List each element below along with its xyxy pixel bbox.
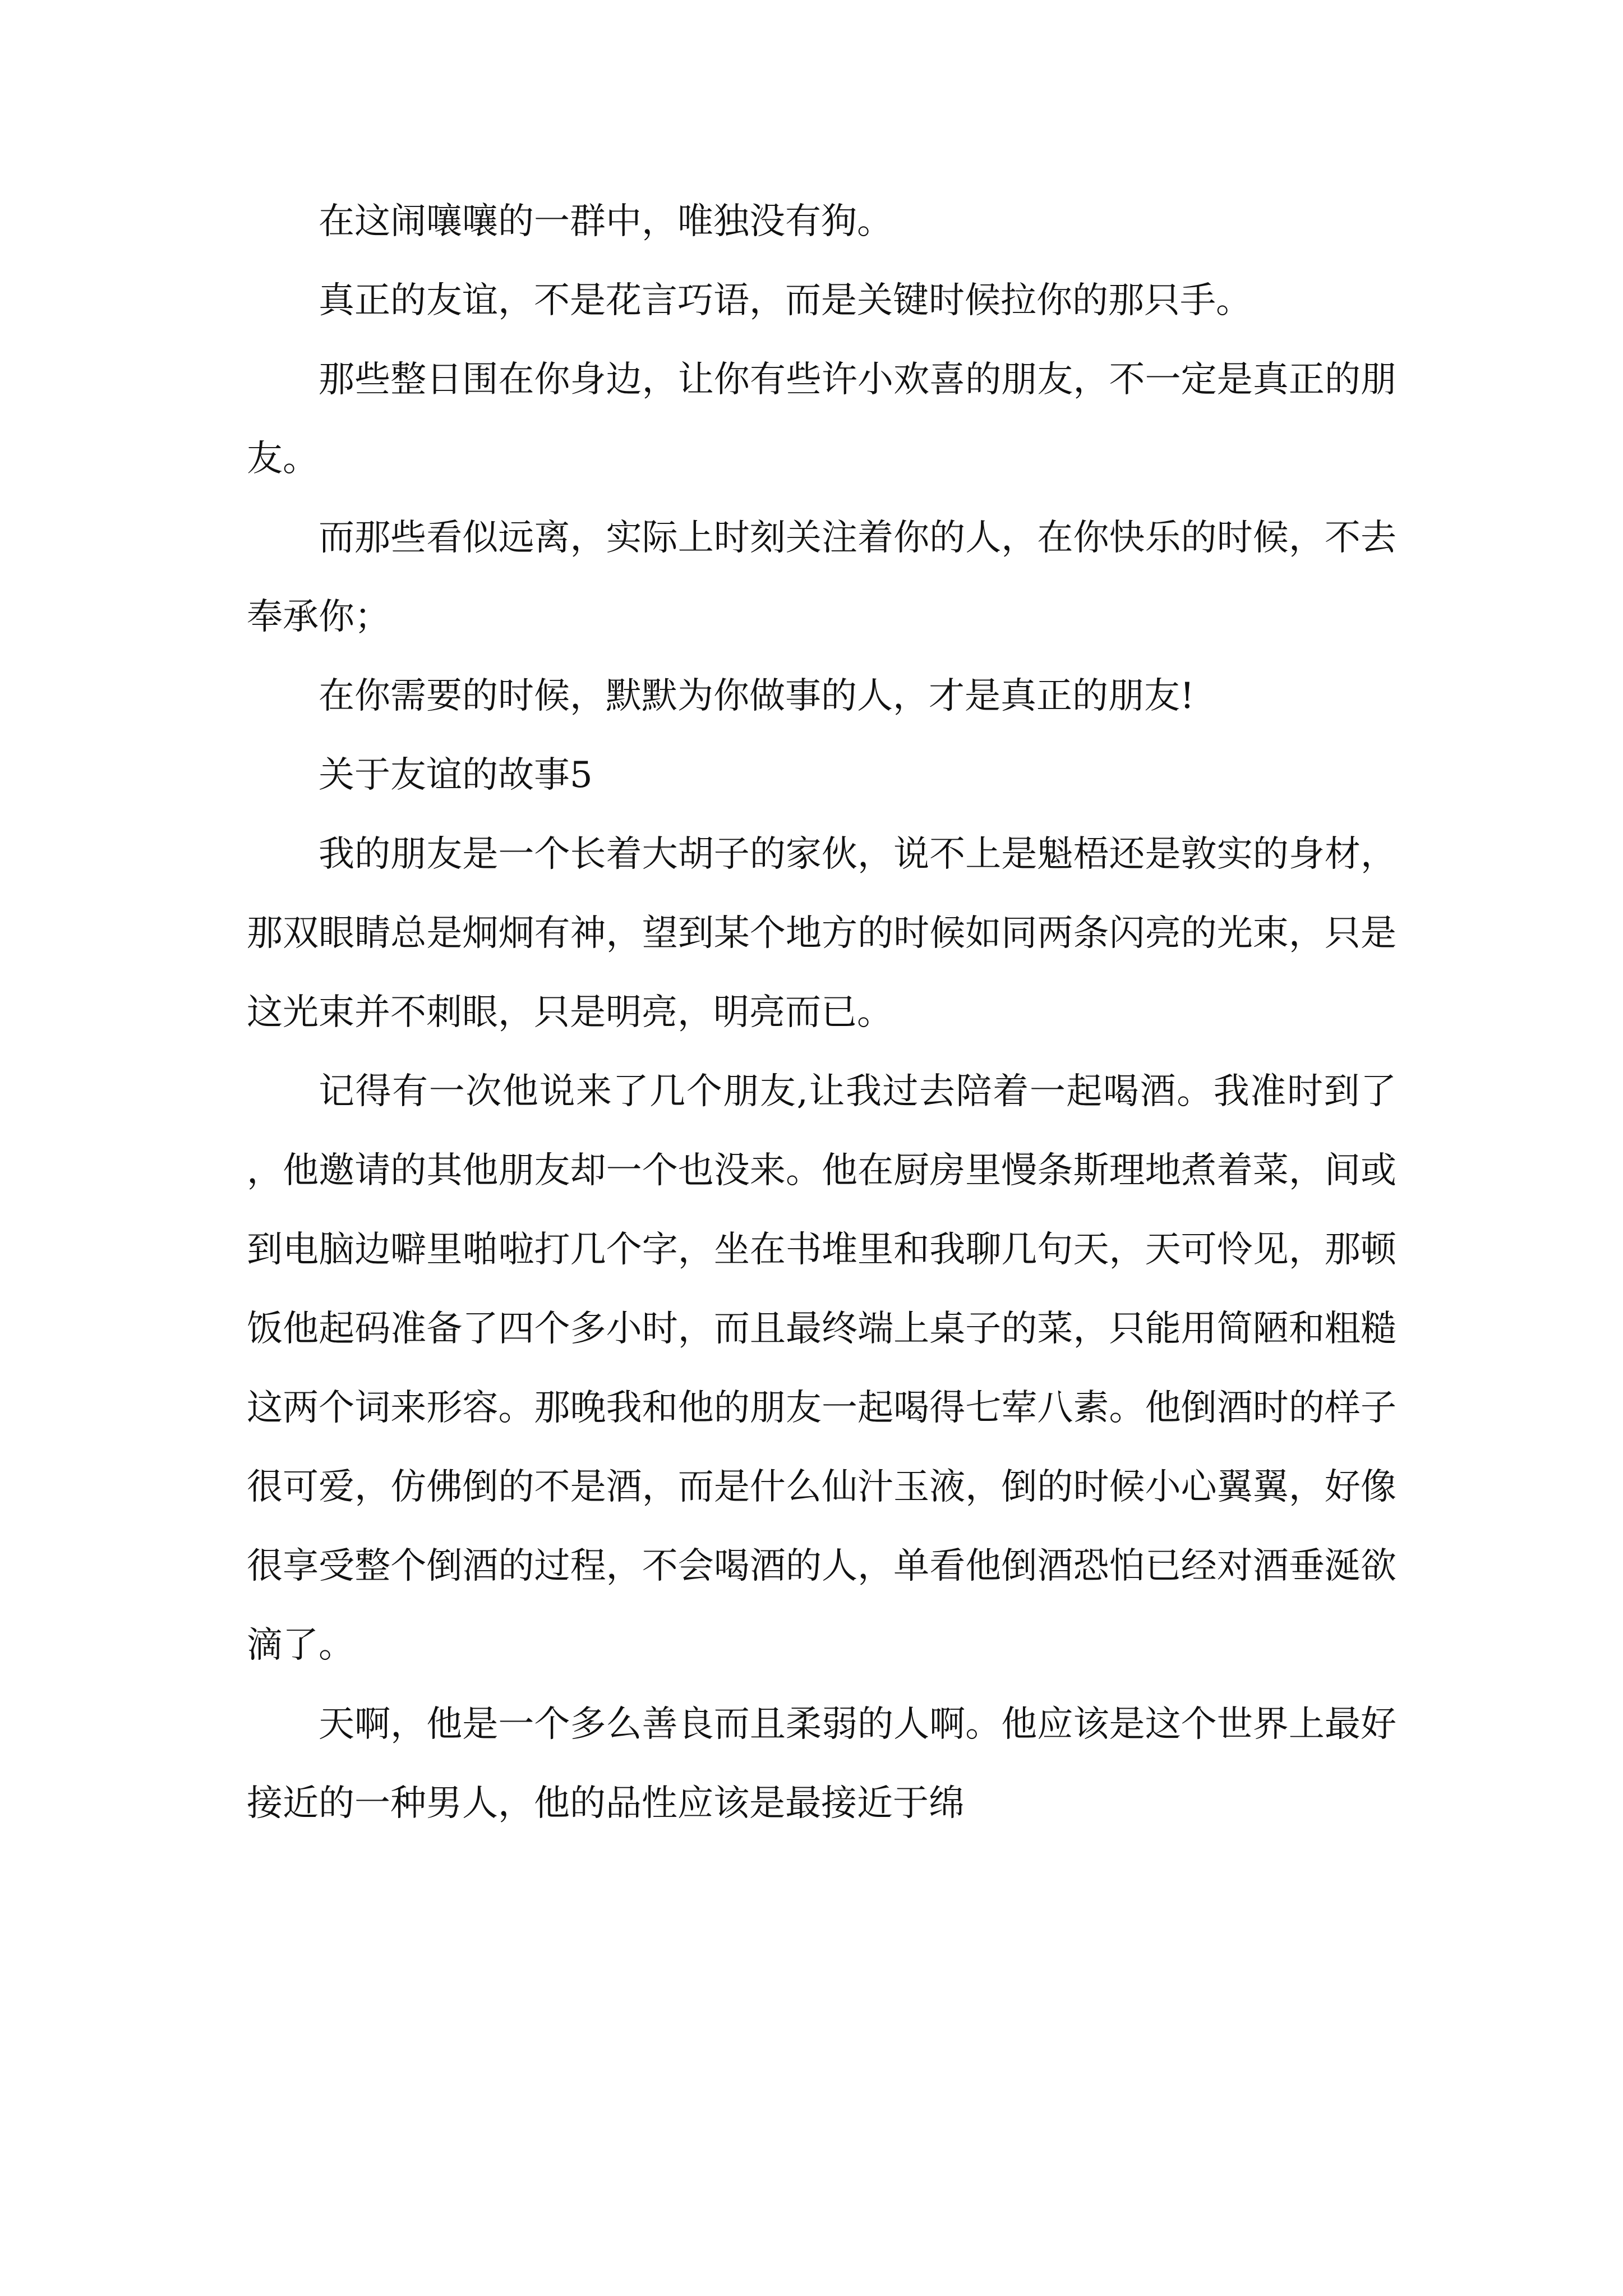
document-body <box>247 182 1396 1843</box>
paragraph: 在你需要的时候，默默为你做事的人，才是真正的朋友! <box>319 675 1195 717</box>
paragraph: 我的朋友是一个长着大胡子的家伙，说不上是魁梧还是敦实的身材，那双眼睛总是炯炯有神，望到某个地方的时候如同两条闪亮的光束，只是这光束并不刺眼，只是明亮，明亮而已。 <box>247 834 1396 1033</box>
paragraph: 而那些看似远离，实际上时刻关注着你的人，在你快乐的时候，不去奉承你； <box>247 517 1396 638</box>
paragraph: 那些整日围在你身边，让你有些许小欢喜的朋友，不一定是真正的朋友。 <box>247 359 1396 480</box>
paragraph: 真正的友谊，不是花言巧语，而是关键时候拉你的那只手。 <box>319 280 1252 321</box>
paragraph: 在这闹嚷嚷的一群中，唯独没有狗。 <box>319 201 893 242</box>
paragraph: 记得有一次他说来了几个朋友,让我过去陪着一起喝酒。我准时到了，他邀请的其他朋友却一个也没来。他在厨房里慢条斯理地煮着菜，间或到电脑边噼里啪啦打几个字，坐在书堆里和我聊几句天，天可怜见，那顿饭他起码准备了四个多小时，而且最终端上桌子的菜，只能用简陋和粗糙这两个词来形容。那晚我和他的朋友一起喝得七荤八素。他倒酒时的样子很可爱，仿佛倒的不是酒，而是什么仙汁玉液，倒的时候小心翼翼，好像很享受整个倒酒的过程，不会喝酒的人，单看他倒酒恐怕已经对酒垂涎欲滴了。 <box>247 1071 1396 1666</box>
section-heading: 关于友谊的故事5 <box>319 754 593 796</box>
paragraph: 天啊，他是一个多么善良而且柔弱的人啊。他应该是这个世界上最好接近的一种男人，他的品性应该是最接近于绵 <box>247 1704 1396 1824</box>
